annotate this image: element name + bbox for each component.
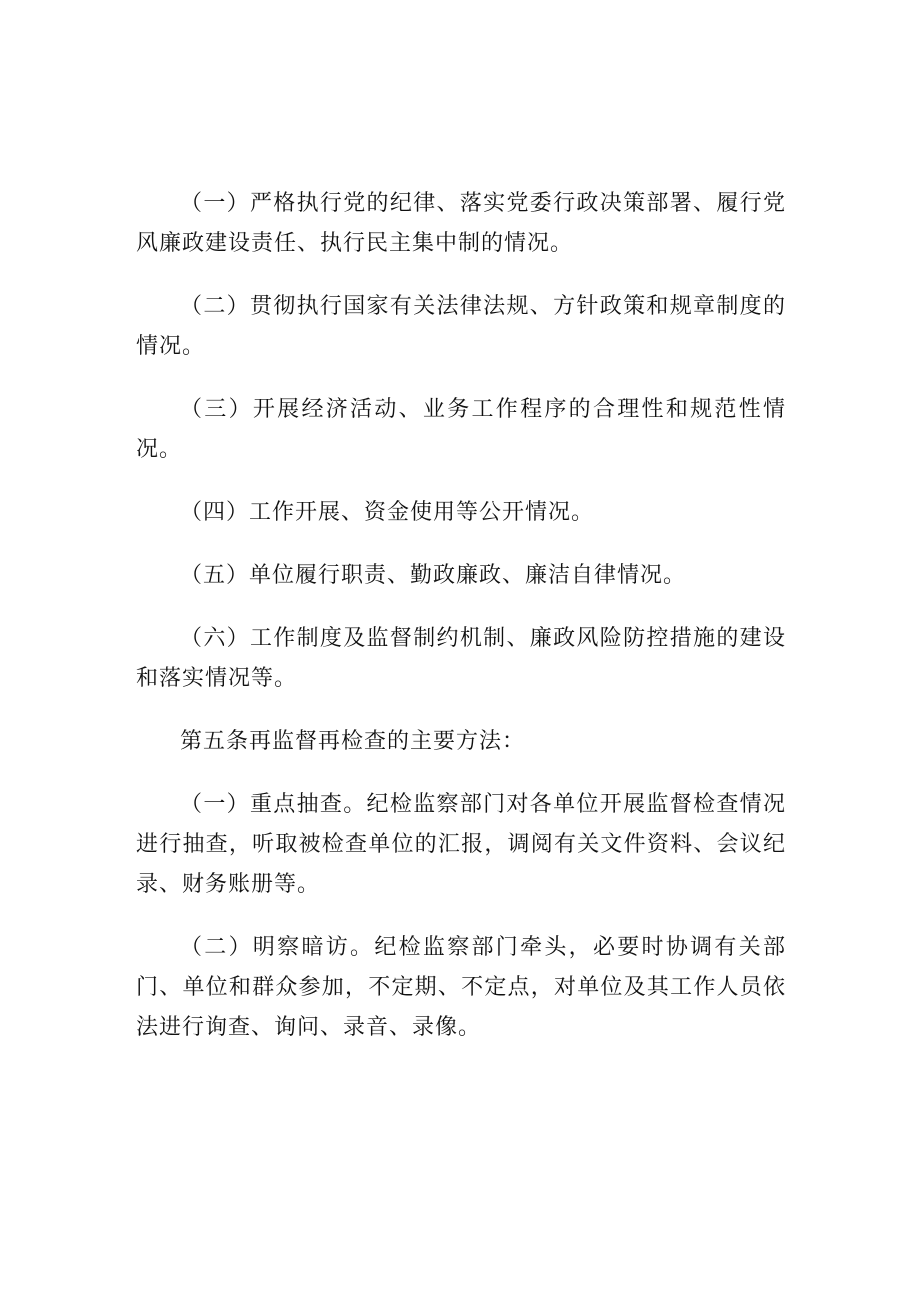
paragraph-item-6: （六）工作制度及监督制约机制、廉政风险防控措施的建设和落实情况等。 — [136, 626, 786, 691]
paragraph-item-4: （四）工作开展、资金使用等公开情况。 — [180, 500, 595, 525]
method-item-1: （一）重点抽查。纪检监察部门对各单位开展监督检查情况进行抽查，听取被检查单位的汇报，调阅有关文件资料、会议纪录、财务账册等。 — [136, 792, 786, 897]
paragraph-item-5: （五）单位履行职责、勤政廉政、廉洁自律情况。 — [180, 563, 687, 588]
paragraph-item-3: （三）开展经济活动、业务工作程序的合理性和规范性情况。 — [136, 397, 786, 462]
article-five-heading: 第五条再监督再检查的主要方法： — [180, 729, 526, 754]
paragraph-item-1: （一）严格执行党的纪律、落实党委行政决策部署、履行党风廉政建设责任、执行民主集中制的情况。 — [136, 191, 786, 256]
document-body — [136, 184, 786, 1071]
method-item-2: （二）明察暗访。纪检监察部门牵头，必要时协调有关部门、单位和群众参加，不定期、不定点，对单位及其工作人员依法进行询查、询问、录音、录像。 — [136, 935, 786, 1040]
paragraph-item-2: （二）贯彻执行国家有关法律法规、方针政策和规章制度的情况。 — [136, 294, 786, 359]
